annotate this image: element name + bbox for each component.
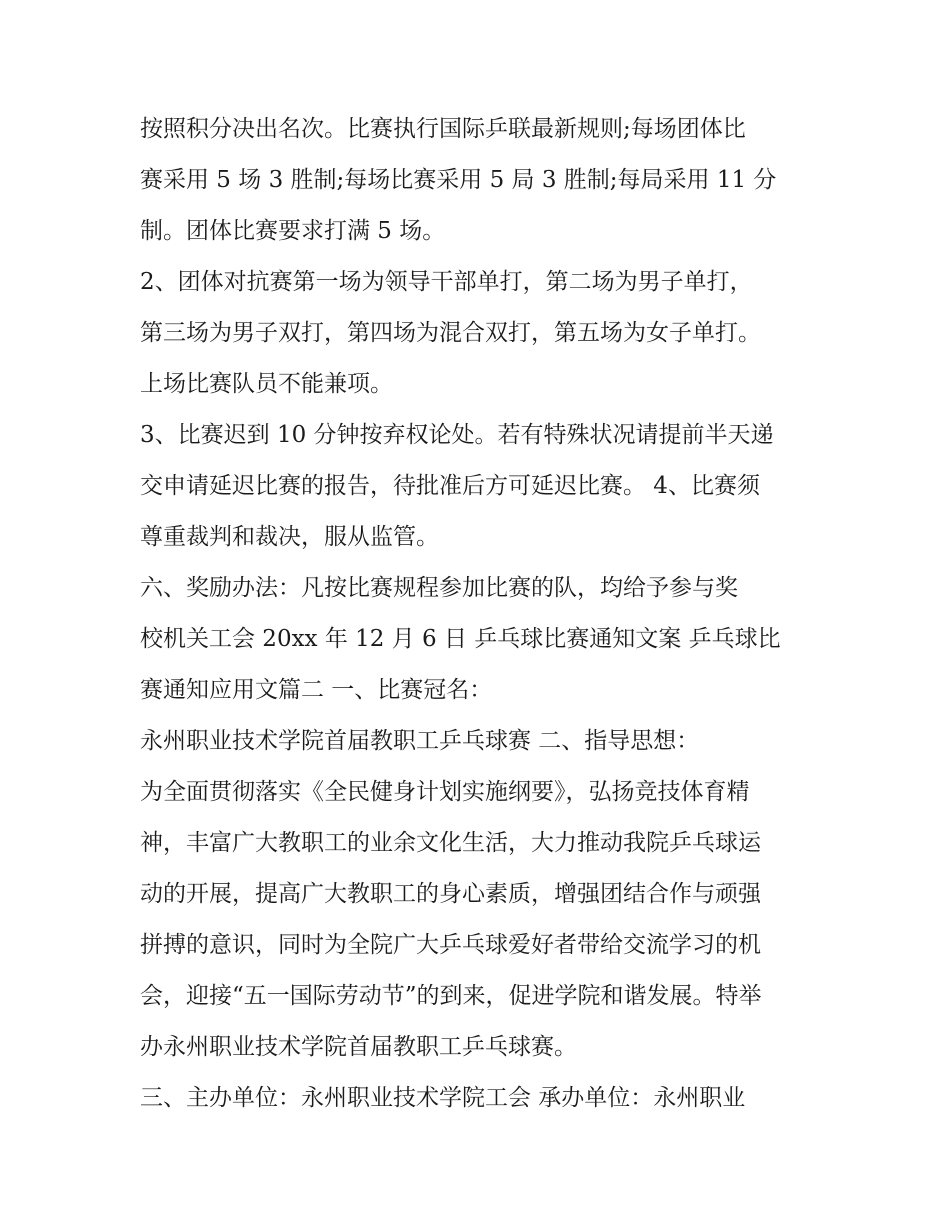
text-line: 第三场为男子双打，第四场为混合双打，第五场为女子单打。 — [140, 320, 761, 346]
text-line: 为全面贯彻落实《全民健身计划实施纲要》，弘扬竞技体育精 — [140, 779, 750, 805]
text-line: 动的开展，提高广大教职工的身心素质，增强团结合作与顽强 — [140, 881, 761, 907]
text-line: 按照积分决出名次。比赛执行国际乒联最新规则;每场团体比 — [140, 116, 746, 142]
text-line: 三、主办单位：永州职业技术学院工会 承办单位：永州职业 — [140, 1085, 746, 1111]
text-line: 交申请延迟比赛的报告，待批准后方可延迟比赛。 4、比赛须 — [140, 473, 760, 499]
text-line: 办永州职业技术学院首届教职工乒乓球赛。 — [140, 1034, 577, 1060]
text-line: 制。团体比赛要求打满 5 场。 — [140, 218, 446, 244]
text-line: 六、奖励办法：凡按比赛规程参加比赛的队，均给予参与奖 — [140, 575, 738, 601]
text-line: 永州职业技术学院首届教职工乒乓球赛 二、指导思想： — [140, 728, 700, 754]
text-line: 神，丰富广大教职工的业余文化生活，大力推动我院乒乓球运 — [140, 830, 761, 856]
text-line: 尊重裁判和裁决，服从监管。 — [140, 524, 439, 550]
text-line: 赛采用 5 场 3 胜制;每场比赛采用 5 局 3 胜制;每局采用 11 分 — [140, 167, 777, 193]
text-line: 校机关工会 20xx 年 12 月 6 日 乒乓球比赛通知文案 乒乓球比 — [140, 626, 781, 652]
text-line: 拼搏的意识，同时为全院广大乒乓球爱好者带给交流学习的机 — [140, 932, 761, 958]
text-line: 赛通知应用文篇二 一、比赛冠名： — [140, 677, 493, 703]
document-body — [140, 104, 840, 1124]
text-line: 会，迎接“五一国际劳动节”的到来，促进学院和谐发展。特举 — [140, 983, 762, 1009]
text-line: 上场比赛队员不能兼项。 — [140, 371, 393, 397]
text-line: 3、比赛迟到 10 分钟按弃权论处。若有特殊状况请提前半天递 — [140, 422, 774, 448]
text-line: 2、团体对抗赛第一场为领导干部单打，第二场为男子单打， — [140, 269, 753, 295]
